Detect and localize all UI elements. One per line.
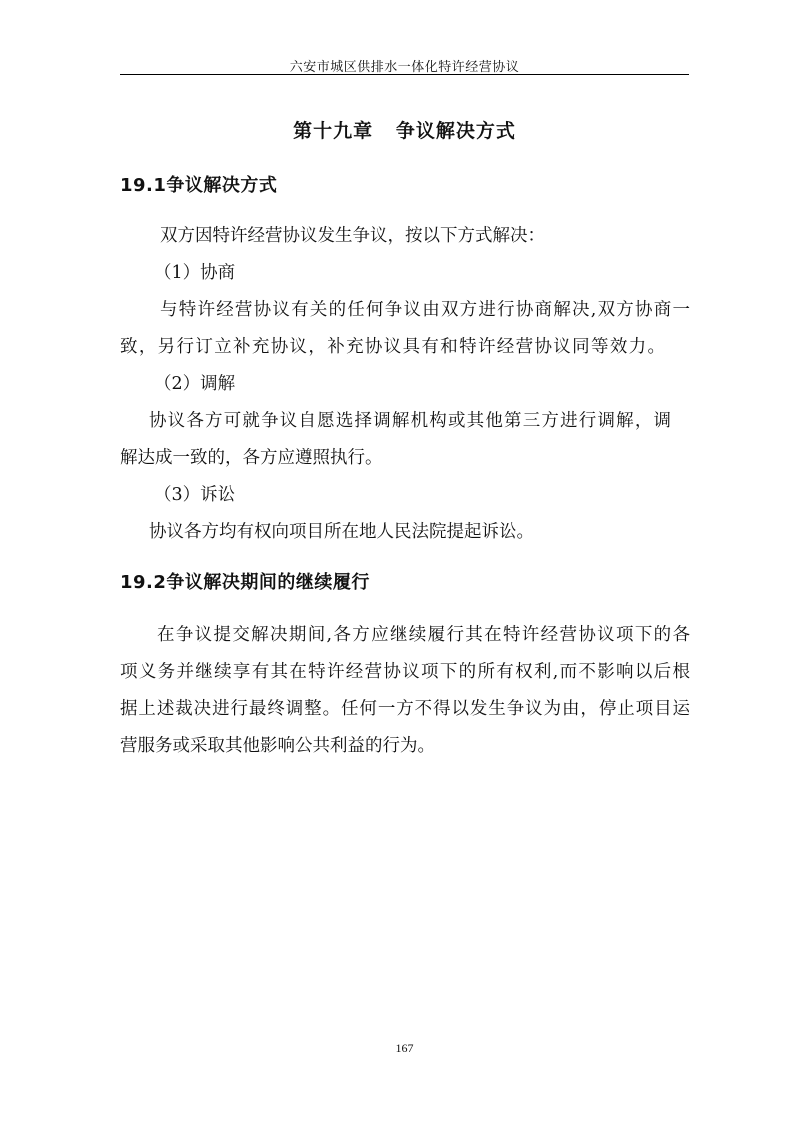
header-divider (120, 74, 689, 75)
paragraph-line: 致，另行订立补充协议，补充协议具有和特许经营协议同等效力。 (120, 337, 665, 357)
paragraph-line: 解达成一致的，各方应遵照执行。 (120, 448, 383, 468)
running-header: 六安市城区供排水一体化特许经营协议 (289, 60, 520, 75)
section-heading-19-1: 19.1争议解决方式 (120, 175, 278, 196)
paragraph-line: 协议各方均有权向项目所在地人民法院提起诉讼。 (149, 522, 534, 542)
paragraph-line: 协议各方可就争议自愿选择调解机构或其他第三方进行调解，调 (149, 411, 671, 431)
page-number: 167 (395, 1041, 414, 1055)
chapter-title: 第十九章 争议解决方式 (293, 120, 516, 142)
paragraph-line: 在争议提交解决期间,各方应继续履行其在特许经营协议项下的各 (157, 625, 690, 645)
list-item-litigation: （3）诉讼 (154, 485, 236, 505)
paragraph-line: 项义务并继续享有其在特许经营协议项下的所有权利,而不影响以后根 (120, 662, 690, 682)
section-heading-19-2: 19.2争议解决期间的继续履行 (120, 572, 370, 593)
list-item-mediation: （2）调解 (154, 374, 236, 394)
paragraph-line: 据上述裁决进行最终调整。任何一方不得以发生争议为由，停止项目运 (120, 699, 690, 719)
paragraph-line: 营服务或采取其他影响公共利益的行为。 (120, 736, 435, 756)
paragraph-line: 双方因特许经营协议发生争议，按以下方式解决： (160, 226, 545, 246)
list-item-negotiation: （1）协商 (154, 263, 236, 283)
paragraph-line: 与特许经营协议有关的任何争议由双方进行协商解决,双方协商一 (160, 300, 690, 320)
